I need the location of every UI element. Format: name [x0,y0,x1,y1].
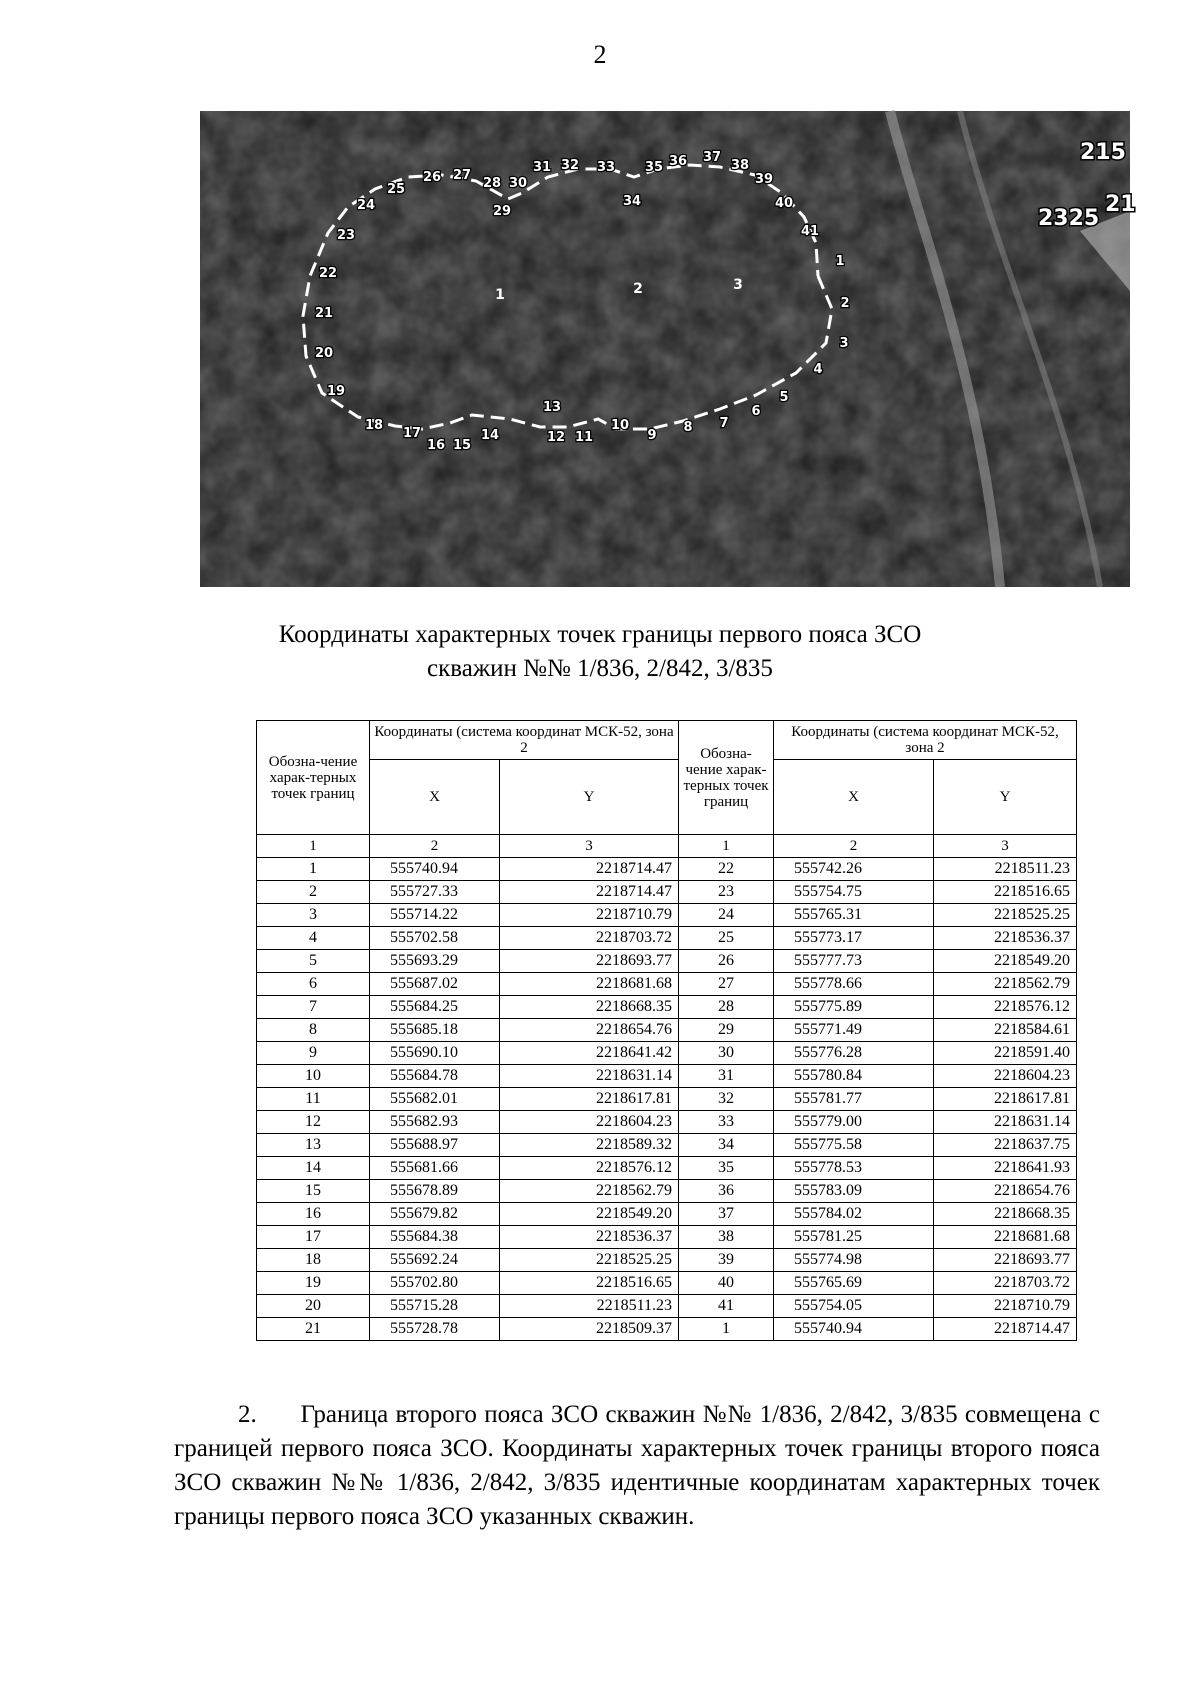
cell-point-left: 21 [257,1318,370,1341]
boundary-point-label: 9 [647,428,657,443]
cell-point-left: 8 [257,1019,370,1042]
cell-y-left: 2218617.81 [500,1088,679,1111]
cell-y-left: 2218576.12 [500,1157,679,1180]
cell-x-right: 555775.89 [774,996,934,1019]
cell-x-left: 555684.38 [370,1226,500,1249]
cell-y-left: 2218668.35 [500,996,679,1019]
cell-x-right: 555773.17 [774,927,934,950]
plot-label-21: 21 [1105,192,1136,217]
table-row [257,1111,1077,1134]
col-number: 2 [370,835,500,858]
cell-x-right: 555778.53 [774,1157,934,1180]
boundary-point-label: 21 [314,306,334,321]
table-row [257,1065,1077,1088]
page-number: 2 [593,40,607,69]
boundary-point-label: 31 [532,160,552,175]
header-point-left: Обозна-чение харак-терных точек границ [257,721,370,835]
cell-x-right: 555783.09 [774,1180,934,1203]
table-row [257,1226,1077,1249]
boundary-point-label: 14 [480,428,500,443]
cell-y-left: 2218525.25 [500,1249,679,1272]
cell-y-right: 2218710.79 [934,1295,1077,1318]
cell-point-right: 28 [679,996,774,1019]
table-row [257,996,1077,1019]
cell-point-right: 35 [679,1157,774,1180]
cell-point-right: 27 [679,973,774,996]
boundary-point-label: 30 [508,176,528,191]
caption-line-1: Координаты характерных точек границы первого пояса ЗСО [278,621,922,648]
cell-x-left: 555714.22 [370,904,500,927]
cell-point-left: 11 [257,1088,370,1111]
header-y-right: Y [934,760,1077,835]
cell-point-left: 10 [257,1065,370,1088]
cell-point-right: 30 [679,1042,774,1065]
cell-point-left: 20 [257,1295,370,1318]
paragraph-2 [174,1398,1100,1534]
cell-x-left: 555693.29 [370,950,500,973]
cell-y-left: 2218511.23 [500,1295,679,1318]
cell-point-left: 14 [257,1157,370,1180]
cell-y-right: 2218516.65 [934,881,1077,904]
cell-point-right: 33 [679,1111,774,1134]
table-row [257,1180,1077,1203]
cell-y-right: 2218631.14 [934,1111,1077,1134]
table-caption [0,618,1200,686]
cell-x-left: 555679.82 [370,1203,500,1226]
table-row [257,1203,1077,1226]
cell-y-right: 2218654.76 [934,1180,1077,1203]
cell-x-right: 555777.73 [774,950,934,973]
boundary-point-label: 24 [356,198,376,213]
well-zone-label: 3 [733,277,743,293]
cell-x-right: 555740.94 [774,1318,934,1341]
cell-point-left: 7 [257,996,370,1019]
boundary-point-label: 36 [668,154,688,169]
cell-x-left: 555678.89 [370,1180,500,1203]
table-row [257,1157,1077,1180]
boundary-point-label: 8 [683,420,693,435]
cell-y-right: 2218637.75 [934,1134,1077,1157]
table-row [257,904,1077,927]
cell-y-right: 2218562.79 [934,973,1077,996]
cell-y-right: 2218536.37 [934,927,1077,950]
boundary-point-label: 4 [813,362,823,377]
cell-point-right: 23 [679,881,774,904]
boundary-point-label: 27 [452,168,472,183]
boundary-point-label: 15 [452,438,472,453]
cell-point-left: 4 [257,927,370,950]
cell-y-left: 2218604.23 [500,1111,679,1134]
header-coords-right: Координаты (система координат МСК-52, зона 2 [774,721,1077,760]
col-number: 2 [774,835,934,858]
boundary-point-label: 29 [492,204,512,219]
boundary-point-label: 5 [779,390,789,405]
cell-point-left: 1 [257,858,370,881]
cell-x-left: 555690.10 [370,1042,500,1065]
cell-y-left: 2218714.47 [500,881,679,904]
plot-label-2325: 2325 [1038,206,1100,231]
cell-y-right: 2218681.68 [934,1226,1077,1249]
cell-point-left: 18 [257,1249,370,1272]
col-number: 3 [934,835,1077,858]
boundary-point-label: 19 [326,384,346,399]
table-row [257,1272,1077,1295]
cell-point-right: 26 [679,950,774,973]
cell-point-right: 37 [679,1203,774,1226]
boundary-point-label: 7 [719,416,729,431]
cell-y-right: 2218714.47 [934,1318,1077,1341]
boundary-point-label: 40 [774,196,794,211]
cell-point-left: 5 [257,950,370,973]
cell-x-left: 555702.58 [370,927,500,950]
boundary-point-label: 12 [546,430,566,445]
cell-y-left: 2218714.47 [500,858,679,881]
cell-y-right: 2218641.93 [934,1157,1077,1180]
cell-point-right: 24 [679,904,774,927]
cell-y-left: 2218710.79 [500,904,679,927]
cell-x-right: 555781.25 [774,1226,934,1249]
caption-line-2: скважин №№ 1/836, 2/842, 3/835 [427,655,773,682]
header-coords-left: Координаты (система координат МСК-52, зона 2 [370,721,679,760]
cell-point-right: 22 [679,858,774,881]
cell-point-right: 32 [679,1088,774,1111]
table-row [257,950,1077,973]
cell-y-left: 2218703.72 [500,927,679,950]
cell-point-left: 16 [257,1203,370,1226]
cell-y-left: 2218562.79 [500,1180,679,1203]
cell-y-left: 2218654.76 [500,1019,679,1042]
cell-y-right: 2218591.40 [934,1042,1077,1065]
cell-y-left: 2218536.37 [500,1226,679,1249]
cell-x-right: 555742.26 [774,858,934,881]
cell-x-left: 555728.78 [370,1318,500,1341]
boundary-point-label: 33 [596,160,616,175]
table-row [257,1249,1077,1272]
column-number-row [257,835,1077,858]
cell-y-left: 2218549.20 [500,1203,679,1226]
boundary-point-label: 23 [336,228,356,243]
cell-point-right: 36 [679,1180,774,1203]
paragraph-number: 2. [238,1401,257,1428]
table-body [257,858,1077,1341]
cell-y-right: 2218703.72 [934,1272,1077,1295]
boundary-point-label: 41 [800,224,820,239]
cell-x-right: 555781.77 [774,1088,934,1111]
boundary-point-label: 20 [314,346,334,361]
boundary-point-label: 35 [644,160,664,175]
boundary-point-label: 34 [622,194,642,209]
paragraph-text: Граница второго пояса ЗСО скважин №№ 1/836, 2/842, 3/835 совмещена с границей первого пояса ЗСО. Координаты характерных точек границы второго пояса ЗСО скважин №№ 1/836, 2/842, 3/835 идентичные координатам характерных точек границы первого пояса ЗСО указанных скважин. [174,1401,1100,1530]
table-row [257,1295,1077,1318]
table-row [257,973,1077,996]
coordinates-table [256,720,1077,1341]
cell-point-left: 3 [257,904,370,927]
cell-y-left: 2218509.37 [500,1318,679,1341]
cell-point-left: 12 [257,1111,370,1134]
cell-x-right: 555779.00 [774,1111,934,1134]
table-row [257,927,1077,950]
boundary-point-label: 13 [542,400,562,415]
boundary-point-label: 3 [839,336,849,351]
cell-x-right: 555765.69 [774,1272,934,1295]
boundary-point-label: 16 [426,438,446,453]
boundary-point-label: 1 [835,254,845,269]
cell-x-left: 555682.01 [370,1088,500,1111]
cell-x-right: 555771.49 [774,1019,934,1042]
cell-x-left: 555740.94 [370,858,500,881]
well-zone-label: 2 [633,281,643,297]
boundary-point-label: 17 [402,426,422,441]
col-number: 1 [679,835,774,858]
boundary-point-label: 22 [318,266,338,281]
boundary-point-label: 18 [364,418,384,433]
table-row [257,1019,1077,1042]
cell-point-right: 29 [679,1019,774,1042]
cell-x-left: 555688.97 [370,1134,500,1157]
boundary-point-label: 25 [386,182,406,197]
cell-y-right: 2218584.61 [934,1019,1077,1042]
cell-y-left: 2218589.32 [500,1134,679,1157]
cell-y-left: 2218631.14 [500,1065,679,1088]
cell-point-left: 13 [257,1134,370,1157]
table-row [257,1318,1077,1341]
cell-y-left: 2218641.42 [500,1042,679,1065]
boundary-point-label: 39 [754,172,774,187]
boundary-point-label: 38 [730,158,750,173]
header-x-left: X [370,760,500,835]
cell-x-right: 555776.28 [774,1042,934,1065]
cell-point-right: 38 [679,1226,774,1249]
cell-y-right: 2218549.20 [934,950,1077,973]
cell-y-right: 2218525.25 [934,904,1077,927]
cell-point-left: 6 [257,973,370,996]
boundary-point-label: 10 [610,418,630,433]
cell-x-left: 555682.93 [370,1111,500,1134]
table-row [257,1134,1077,1157]
cell-x-right: 555784.02 [774,1203,934,1226]
aerial-map [200,111,1136,587]
cell-point-left: 2 [257,881,370,904]
cell-x-right: 555754.05 [774,1295,934,1318]
boundary-map-svg [200,111,1136,587]
table-row [257,1042,1077,1065]
header-point-right: Обозна-чение харак-терных точек границ [679,721,774,835]
cell-point-right: 31 [679,1065,774,1088]
cell-y-right: 2218576.12 [934,996,1077,1019]
well-zone-label: 1 [495,287,505,303]
header-x-right: X [774,760,934,835]
table-row [257,858,1077,881]
cell-x-left: 555692.24 [370,1249,500,1272]
cell-y-right: 2218668.35 [934,1203,1077,1226]
boundary-point-label: 11 [574,430,594,445]
cell-y-right: 2218604.23 [934,1065,1077,1088]
cell-y-right: 2218693.77 [934,1249,1077,1272]
table-row [257,1088,1077,1111]
cell-point-right: 41 [679,1295,774,1318]
cell-x-right: 555774.98 [774,1249,934,1272]
cell-x-left: 555702.80 [370,1272,500,1295]
cell-x-right: 555780.84 [774,1065,934,1088]
col-number: 1 [257,835,370,858]
cell-point-left: 17 [257,1226,370,1249]
cell-x-left: 555727.33 [370,881,500,904]
cell-point-right: 34 [679,1134,774,1157]
boundary-point-label: 37 [702,150,722,165]
cell-x-left: 555684.78 [370,1065,500,1088]
cell-y-left: 2218681.68 [500,973,679,996]
cell-x-right: 555765.31 [774,904,934,927]
boundary-point-label: 28 [482,176,502,191]
cell-x-right: 555775.58 [774,1134,934,1157]
header-y-left: Y [500,760,679,835]
cell-x-right: 555778.66 [774,973,934,996]
cell-x-left: 555685.18 [370,1019,500,1042]
cell-x-left: 555684.25 [370,996,500,1019]
plot-label-215: 215 [1080,140,1126,165]
boundary-point-label: 26 [422,170,442,185]
table-row [257,881,1077,904]
cell-y-left: 2218693.77 [500,950,679,973]
cell-point-left: 15 [257,1180,370,1203]
cell-point-left: 19 [257,1272,370,1295]
cell-point-right: 39 [679,1249,774,1272]
boundary-point-label: 2 [840,296,850,311]
boundary-point-label: 6 [751,404,761,419]
cell-point-left: 9 [257,1042,370,1065]
cell-y-right: 2218511.23 [934,858,1077,881]
cell-point-right: 1 [679,1318,774,1341]
cell-x-right: 555754.75 [774,881,934,904]
cell-y-right: 2218617.81 [934,1088,1077,1111]
cell-point-right: 40 [679,1272,774,1295]
cell-y-left: 2218516.65 [500,1272,679,1295]
cell-x-left: 555687.02 [370,973,500,996]
cell-x-left: 555681.66 [370,1157,500,1180]
cell-point-right: 25 [679,927,774,950]
boundary-point-label: 32 [560,158,580,173]
col-number: 3 [500,835,679,858]
cell-x-left: 555715.28 [370,1295,500,1318]
